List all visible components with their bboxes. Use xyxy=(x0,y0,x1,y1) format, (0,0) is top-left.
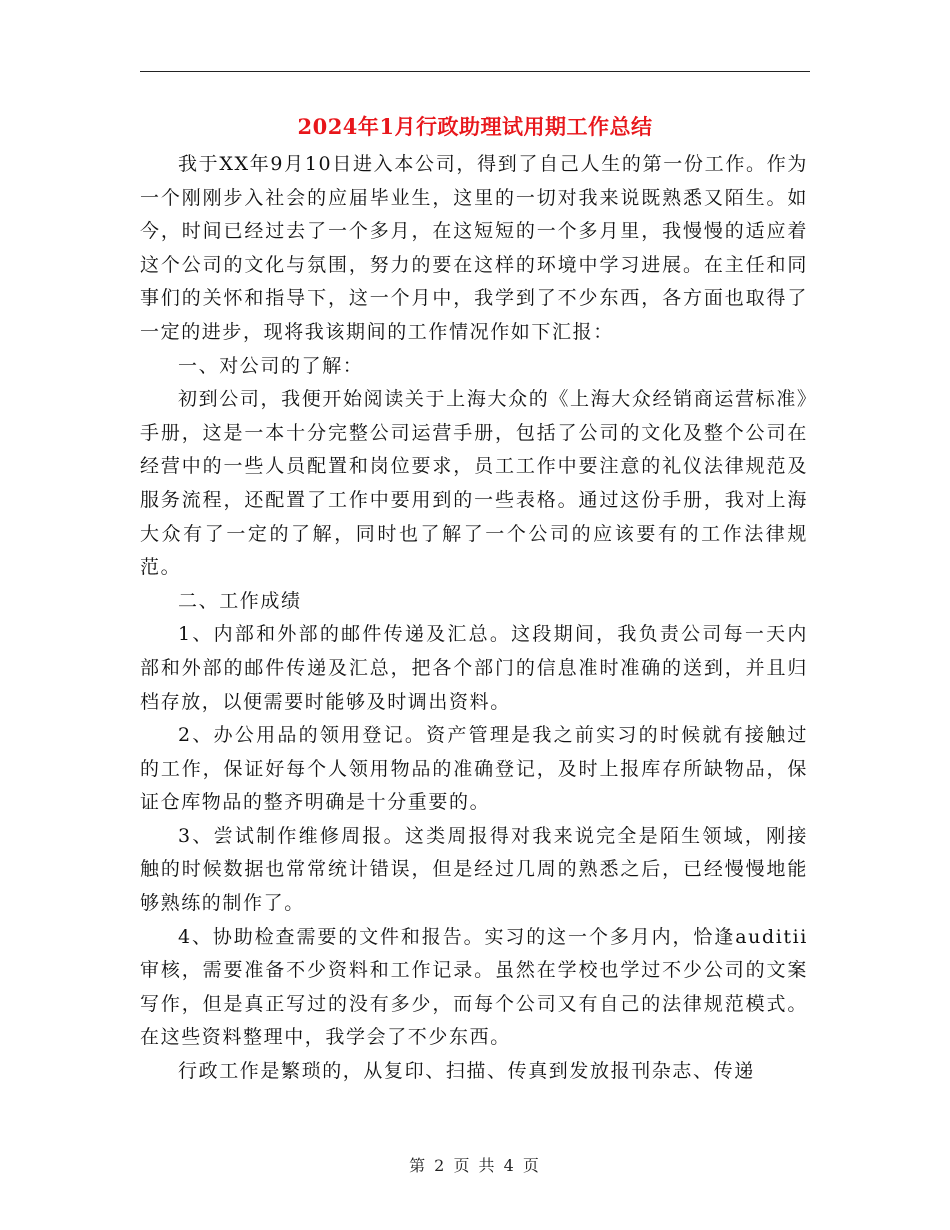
paragraph-item-3: 3、尝试制作维修周报。这类周报得对我来说完全是陌生领域，刚接触的时候数据也常常统计错误，但是经过几周的熟悉之后，已经慢慢地能够熟练的制作了。 xyxy=(140,824,808,915)
section-heading-achievements: 二、工作成绩 xyxy=(178,589,302,612)
header-rule xyxy=(140,71,810,72)
page-number: 第 2 页 共 4 页 xyxy=(409,1156,541,1175)
document-title: 2024年1月行政助理试用期工作总结 xyxy=(297,114,653,139)
paragraph-item-2: 2、办公用品的领用登记。资产管理是我之前实习的时候就有接触过的工作，保证好每个人领用物品的准确登记，及时上报库存所缺物品，保证仓库物品的整齐明确是十分重要的。 xyxy=(140,724,808,814)
section-heading-company: 一、对公司的了解： xyxy=(178,354,364,377)
document-body xyxy=(140,148,808,1089)
paragraph-item-4: 4、协助检查需要的文件和报告。实习的这一个多月内，恰逢auditii审核，需要准备不少资料和工作记录。虽然在学校也学过不少公司的文案写作，但是真正写过的没有多少，而每个公司又有自己的法律规范模式。在这些资料整理中，我学会了不少东西。 xyxy=(140,925,808,1049)
paragraph-closing: 行政工作是繁琐的，从复印、扫描、传真到发放报刊杂志、传递 xyxy=(178,1060,755,1083)
paragraph-company: 初到公司，我便开始阅读关于上海大众的《上海大众经销商运营标准》手册，这是一本十分完整公司运营手册，包括了公司的文化及整个公司在经营中的一些人员配置和岗位要求，员工工作中要注意的礼仪法律规范及服务流程，还配置了工作中要用到的一些表格。通过这份手册，我对上海大众有了一定的了解，同时也了解了一个公司的应该要有的工作法律规范。 xyxy=(140,388,808,579)
paragraph-item-1: 1、内部和外部的邮件传递及汇总。这段期间，我负责公司每一天内部和外部的邮件传递及汇总，把各个部门的信息准时准确的送到，并且归档存放，以便需要时能够及时调出资料。 xyxy=(140,623,808,713)
paragraph-intro: 我于XX年9月10日进入本公司，得到了自己人生的第一份工作。作为一个刚刚步入社会的应届毕业生，这里的一切对我来说既熟悉又陌生。如今，时间已经过去了一个多月，在这短短的一个多月里，我慢慢的适应着这个公司的文化与氛围，努力的要在这样的环境中学习进展。在主任和同事们的关怀和指导下，这一个月中，我学到了不少东西，各方面也取得了一定的进步，现将我该期间的工作情况作如下汇报： xyxy=(140,153,808,343)
